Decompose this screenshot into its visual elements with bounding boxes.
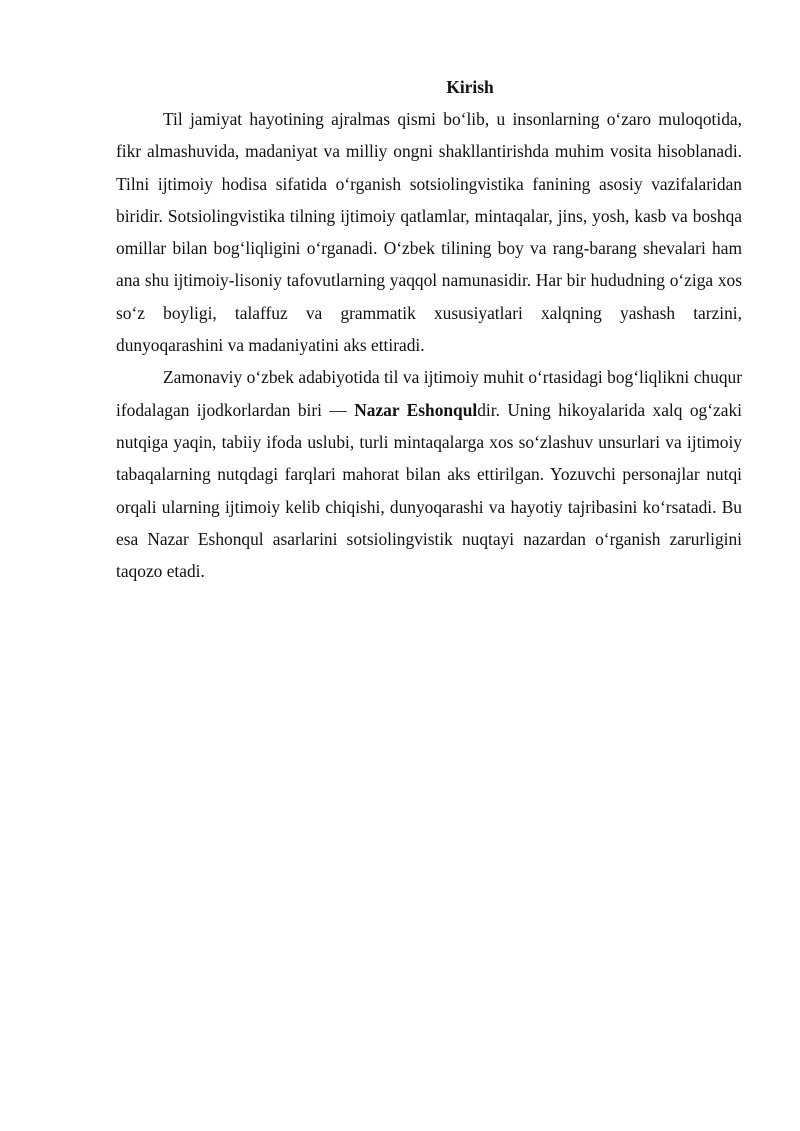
page-title: Kirish [446,77,494,97]
paragraph-author [116,361,742,587]
paragraph-author-text-start: Zamonaviy o‘zbek adabiyotida til va ijtimoiy muhit o‘rtasidagi bog‘liqlikni chuqur ifodalagan ijodkorlardan biri — [116,367,742,420]
paragraph-author-text-end: dir. Uning hikoyalarida xalq og‘zaki nutqiga yaqin, tabiiy ifoda uslubi, turli mintaqalarga xos so‘zlashuv unsurlari va ijtimoiy tabaqalarning nutqdagi farqlari mahorat bilan aks ettirilgan. Yozuvchi personajlar nutqi orqali ularning ijtimoiy kelib chiqishi, dunyoqarashi va hayotiy tajribasini ko‘rsatadi. Bu esa Nazar Eshonqul asarlarini sotsiolingvistik nuqtayi nazardan o‘rganish zarurligini taqozo etadi. [116,399,742,582]
paragraph-intro: Til jamiyat hayotining ajralmas qismi bo‘lib, u insonlarning o‘zaro muloqotida, fikr almashuvida, madaniyat va milliy ongni shakllantirishda muhim vosita hisoblanadi. Tilni ijtimoiy hodisa sifatida o‘rganish sotsiolingvistika fanining asosiy vazifalaridan biridir. Sotsiolingvistika tilning ijtimoiy qatlamlar, mintaqalar, jins, yosh, kasb va boshqa omillar bilan bog‘liqligini o‘rganadi. O‘zbek tilining boy va rang-barang shevalari ham ana shu ijtimoiy-lisoniy tafovutlarning yaqqol namunasidir. Har bir hududning o‘ziga xos so‘z boyligi, talaffuz va grammatik xususiyatlari xalqning yashash tarzini, dunyoqarashini va madaniyatini aks ettiradi. [116,109,742,356]
author-name: Nazar Eshonqul [354,399,478,420]
document-body [116,71,742,587]
